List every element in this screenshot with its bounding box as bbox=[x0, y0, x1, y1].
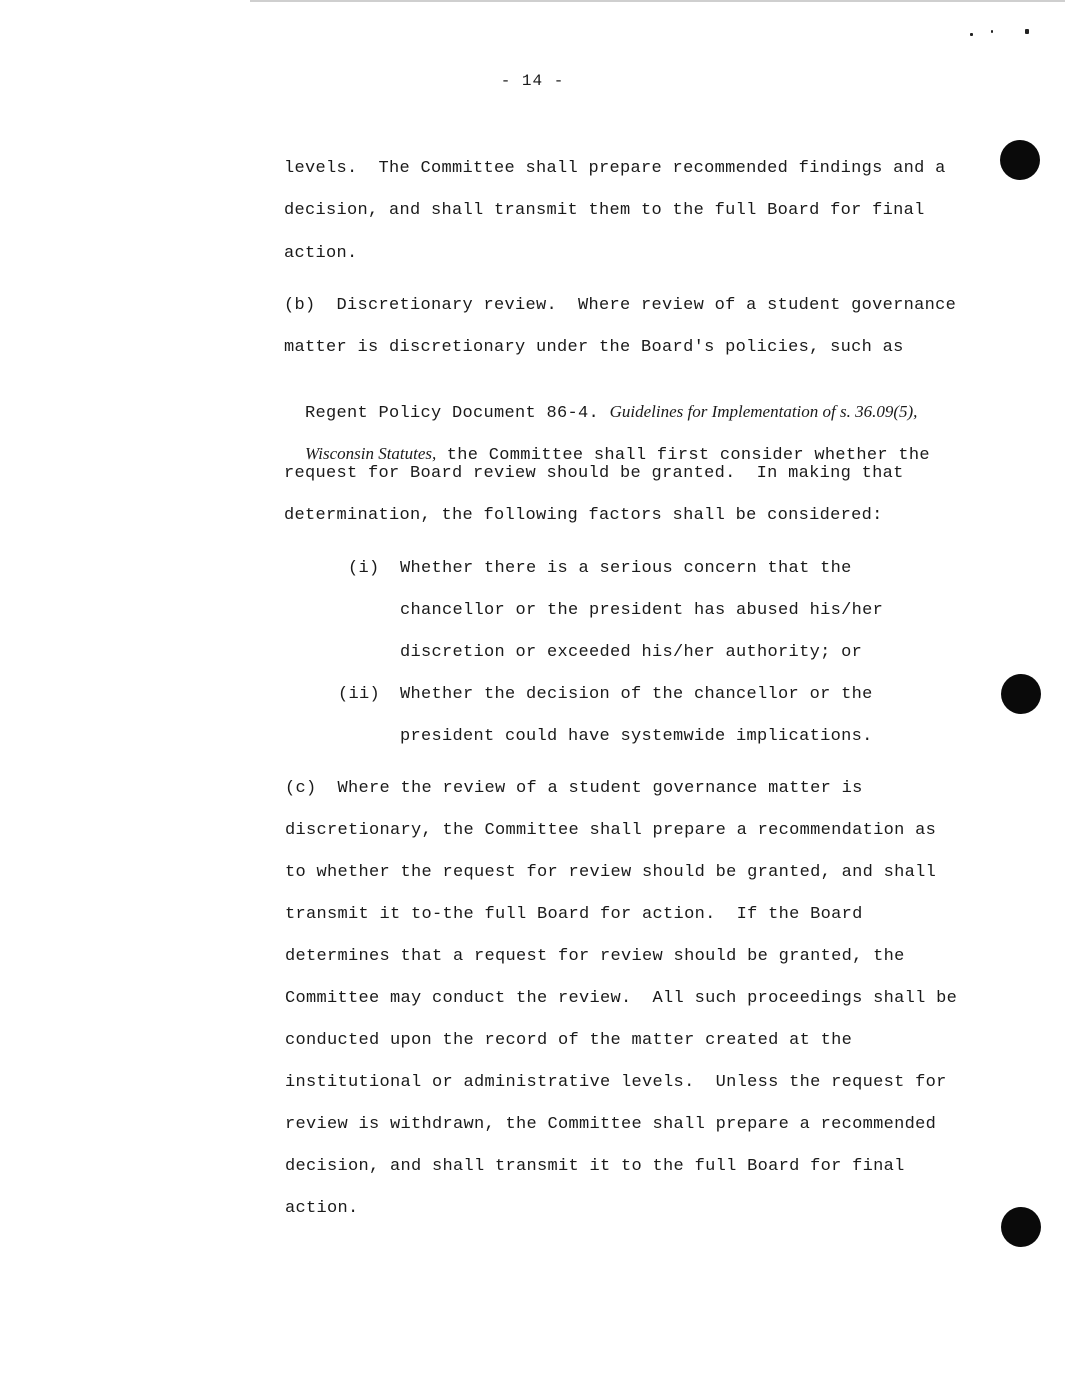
scan-speck bbox=[1025, 29, 1029, 34]
list-item-line: chancellor or the president has abused his/her bbox=[400, 601, 884, 620]
scan-speck bbox=[991, 30, 993, 33]
body-line: to whether the request for review should be granted, and shall bbox=[285, 863, 937, 882]
body-line: (b) Discretionary review. Where review of a student governance bbox=[284, 296, 957, 315]
body-line: determines that a request for review should be granted, the bbox=[285, 947, 905, 966]
body-line: (c) Where the review of a student governance matter is bbox=[285, 779, 863, 798]
list-marker: (ii) bbox=[338, 685, 381, 704]
punch-hole bbox=[1001, 674, 1041, 714]
cited-document-title: Guidelines for Implementation of s. 36.09(5), bbox=[609, 402, 918, 421]
body-line bbox=[284, 379, 917, 425]
body-line: request for Board review should be granted. In making that bbox=[284, 464, 904, 483]
list-item-line: Whether the decision of the chancellor or the bbox=[400, 685, 873, 704]
body-text: the Committee shall first consider whether the bbox=[436, 446, 930, 465]
body-line: discretionary, the Committee shall prepare a recommendation as bbox=[285, 821, 937, 840]
body-line: action. bbox=[285, 1199, 359, 1218]
body-line: levels. The Committee shall prepare recommended findings and a bbox=[284, 159, 946, 178]
list-item-line: Whether there is a serious concern that the bbox=[400, 559, 852, 578]
body-line: Committee may conduct the review. All such proceedings shall be bbox=[285, 989, 958, 1008]
body-line: transmit it to-the full Board for action. If the Board bbox=[285, 905, 863, 924]
body-line: institutional or administrative levels. Unless the request for bbox=[285, 1073, 947, 1092]
body-line: determination, the following factors shall be considered: bbox=[284, 506, 883, 525]
cited-document-title: Wisconsin Statutes, bbox=[305, 444, 437, 463]
body-line: decision, and shall transmit it to the full Board for final bbox=[285, 1157, 905, 1176]
body-line: decision, and shall transmit them to the full Board for final bbox=[284, 201, 925, 220]
page-number: - 14 - bbox=[500, 72, 565, 90]
punch-hole bbox=[1000, 140, 1040, 180]
scan-top-edge bbox=[250, 0, 1065, 2]
list-item-line: president could have systemwide implications. bbox=[400, 727, 873, 746]
body-line bbox=[284, 421, 930, 467]
body-line: matter is discretionary under the Board's policies, such as bbox=[284, 338, 904, 357]
body-line: review is withdrawn, the Committee shall prepare a recommended bbox=[285, 1115, 937, 1134]
body-text: Regent Policy Document 86-4. bbox=[305, 404, 600, 423]
body-line: conducted upon the record of the matter created at the bbox=[285, 1031, 853, 1050]
punch-hole bbox=[1001, 1207, 1041, 1247]
list-item-line: discretion or exceeded his/her authority; or bbox=[400, 643, 863, 662]
body-line: action. bbox=[284, 244, 358, 263]
scan-speck bbox=[970, 33, 973, 36]
list-marker: (i) bbox=[348, 559, 380, 578]
